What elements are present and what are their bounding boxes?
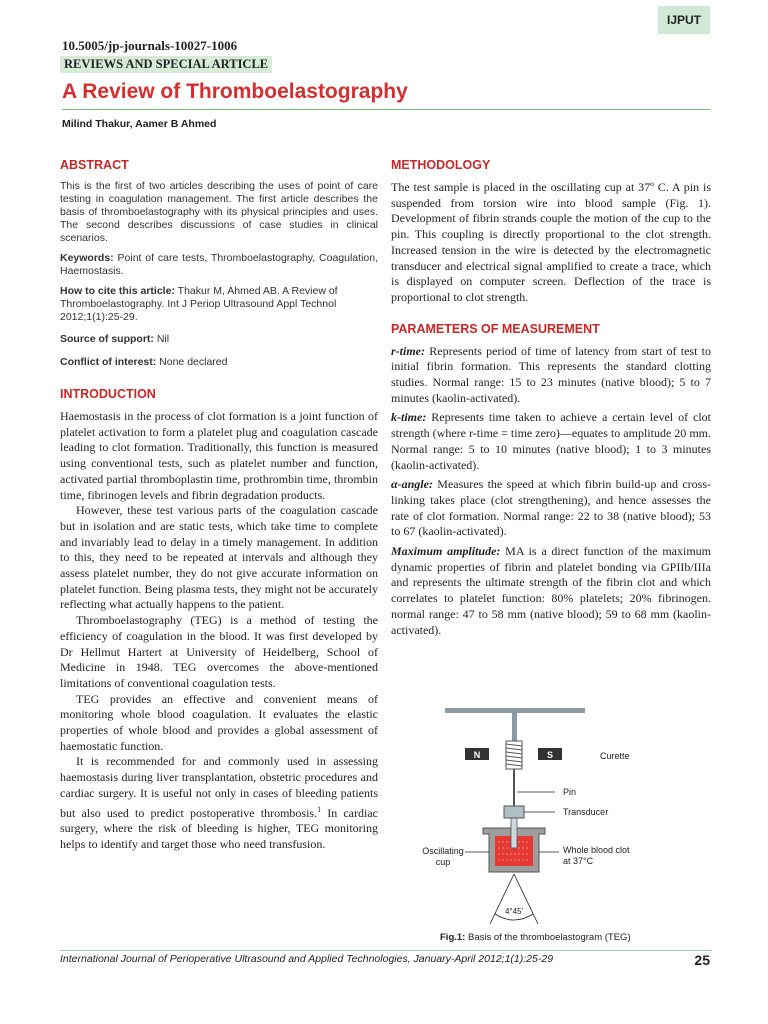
pin-label: Pin xyxy=(563,787,577,797)
parameter-k-time xyxy=(391,410,711,473)
teg-diagram xyxy=(395,702,715,932)
angle-label: 4°45' xyxy=(504,907,524,916)
angle-line-left xyxy=(490,874,514,924)
citation-label: How to cite this article: xyxy=(60,285,175,297)
clot-label-2: at 37°C xyxy=(563,856,594,866)
parameter-desc: MA is a direct function of the maximum dynamic properties of fibrin and platelet bonding via GPIIb/IIIa and represents the ultimate strength of the fibrin clot and which correlates to platelet function: 80% platelets; 20% fibrinogen. normal range: 47 to 58 mm (native blood); 59 to 68 mm (kaolin-activated). xyxy=(391,544,711,637)
transducer-label: Transducer xyxy=(563,807,609,817)
support-label: Source of support: xyxy=(60,333,154,345)
oscillating-cup-label-2: cup xyxy=(435,857,451,867)
top-bar xyxy=(445,708,585,713)
curette-label: Curette xyxy=(600,751,630,761)
parameter-term: Maximum amplitude: xyxy=(391,544,501,559)
citation-value: Thakur M, Ahmed AB. A Review of Thromboelastography. Int J Periop Ultrasound Appl Technol 2012;1(1):25-29. xyxy=(60,285,338,323)
parameter-term: k-time: xyxy=(391,410,427,425)
figure-caption-label: Fig.1: xyxy=(440,932,466,943)
parameter-term: r-time: xyxy=(391,343,425,358)
doi: 10.5005/jp-journals-10027-1006 xyxy=(62,38,238,53)
intro-paragraph-1: Haemostasis in the process of clot formation is a joint function of platelet activation to form a platelet plug and coagulation cascade leading to clot formation. Traditionally, this function is measured using conventional tests, such as platelet number and function, activated partial thromboplastin time, prothrombin time, thrombin time, fibrinogen levels and fibrin degradation products. xyxy=(60,409,378,502)
parameter-desc: Represents time taken to achieve a certain level of clot strength (where r-time = time zero)—equates to amplitude 20 mm. Normal range: 5 to 10 minutes (native blood); 1 to 3 minutes (kaolin-activated). xyxy=(391,410,711,472)
parameter-r-time xyxy=(391,344,711,407)
conflict-value: None declared xyxy=(159,356,228,368)
intro-paragraph-4: TEG provides an effective and convenient means of monitoring whole blood coagulation. It evaluates the elastic properties of whole blood and provides a global assessment of haemostatic function. xyxy=(60,691,378,753)
magnet-s-label: S xyxy=(546,750,554,760)
authors: Milind Thakur, Aamer B Ahmed xyxy=(62,118,217,130)
parameter-term: α-angle: xyxy=(391,477,433,492)
keywords xyxy=(60,252,378,278)
parameter-maximum-amplitude xyxy=(391,544,711,638)
parameters-heading: PARAMETERS OF MEASUREMENT xyxy=(391,321,600,336)
transducer xyxy=(504,806,524,818)
angle-line-right xyxy=(514,874,538,924)
left-column xyxy=(60,158,378,853)
clot-label-1: Whole blood clot xyxy=(563,845,630,855)
right-column xyxy=(391,158,711,638)
source-of-support xyxy=(60,333,378,346)
section-label: REVIEWS AND SPECIAL ARTICLE xyxy=(60,56,272,73)
introduction-heading: INTRODUCTION xyxy=(60,387,156,401)
journal-tag: IJPUT xyxy=(658,6,710,34)
figure-caption-text: Basis of the thromboelastogram (TEG) xyxy=(465,932,631,943)
conflict-label: Conflict of interest: xyxy=(60,356,157,368)
intro-paragraph-3: Thromboelastography (TEG) is a method of testing the efficiency of coagulation in the blood. It was first developed by Dr Hellmut Hartert at University of Heidelberg, School of Medicine in 1948. TEG overcomes the above-mentioned limitations of conventional coagulation tests. xyxy=(60,613,378,690)
footer-journal: International Journal of Perioperative Ultrasound and Applied Technologies, January-April 2012;1(1):25-29 xyxy=(60,953,554,965)
parameter-desc: Represents period of time of latency from start of test to initial fibrin formation. This represents the standard clotting studies. Normal range: 15 to 23 minutes (native blood); 5 to 7 minutes (kaolin-activated). xyxy=(391,343,711,405)
magnet-n-label: N xyxy=(473,750,481,760)
title-divider xyxy=(62,109,710,110)
methodology-heading: METHODOLOGY xyxy=(391,158,491,172)
parameter-desc: Measures the speed at which fibrin build-up and cross-linking takes place (clot strengthening), and hence assesses the rate of clot formation. Normal range: 22 to 38 (native blood); 53 to 67 (kaolin-activated). xyxy=(391,477,711,539)
intro-paragraph-5-b: In cardiac surgery, where the risk of bleeding is higher, TEG monitoring helps to identify and target those who need transfusion. xyxy=(60,805,378,851)
intro-paragraph-5-a: It is recommended for and commonly used in assessing haemostasis during liver transplantation, obstetric procedures and cardiac surgery. It is useful not only in cases of bleeding patients but also used to predict postoperative thrombosis. xyxy=(60,754,378,820)
parameter-alpha-angle xyxy=(391,477,711,540)
oscillating-cup-label-1: Oscillating xyxy=(422,846,464,856)
footer-divider xyxy=(60,950,712,951)
conflict-of-interest xyxy=(60,356,378,369)
pin xyxy=(511,818,517,848)
intro-paragraph-5 xyxy=(60,754,378,852)
methodology-text: The test sample is placed in the oscillating cup at 37º C. A pin is suspended from torsion wire into blood sample (Fig. 1). Development of fibrin strands couple the motion of the cup to the pin. This coupling is directly proportional to the clot strength. Increased tension in the wire is detected by the electromagnetic transducer and electrical signal amplified to create a trace, which is displayed on computer screen. Deflection of the trace is proportional to clot strength. xyxy=(391,180,711,304)
abstract-text: This is the first of two articles describing the uses of point of care testing in coagulation management. The first article describes the basis of thromboelastography with its physical principles and uses. The second describes discussions of case studies in clinical scenarios. xyxy=(60,180,378,244)
page-number: 25 xyxy=(694,952,710,968)
citation xyxy=(60,285,378,324)
keywords-label: Keywords: xyxy=(60,252,114,264)
support-value: Nil xyxy=(156,333,170,345)
article-title: A Review of Thromboelastography xyxy=(62,80,408,103)
figure-caption xyxy=(440,932,631,943)
keywords-value: Point of care tests, Thromboelastography, Coagulation, Haemostasis. xyxy=(60,252,378,277)
intro-paragraph-2: However, these test various parts of the coagulation cascade but in isolation and are static tests, which take time to complete and invariably lead to delay in a timely management. In addition to this, they need to be repeated at intervals and although they assess platelet number, they do not give accurate information on platelet function. Being plasma tests, they might not be accurately reflecting what actually happens to the patient. xyxy=(60,503,378,612)
reference-marker[interactable]: 1 xyxy=(317,804,322,814)
support-rod xyxy=(512,713,517,741)
abstract-heading: ABSTRACT xyxy=(60,158,129,172)
